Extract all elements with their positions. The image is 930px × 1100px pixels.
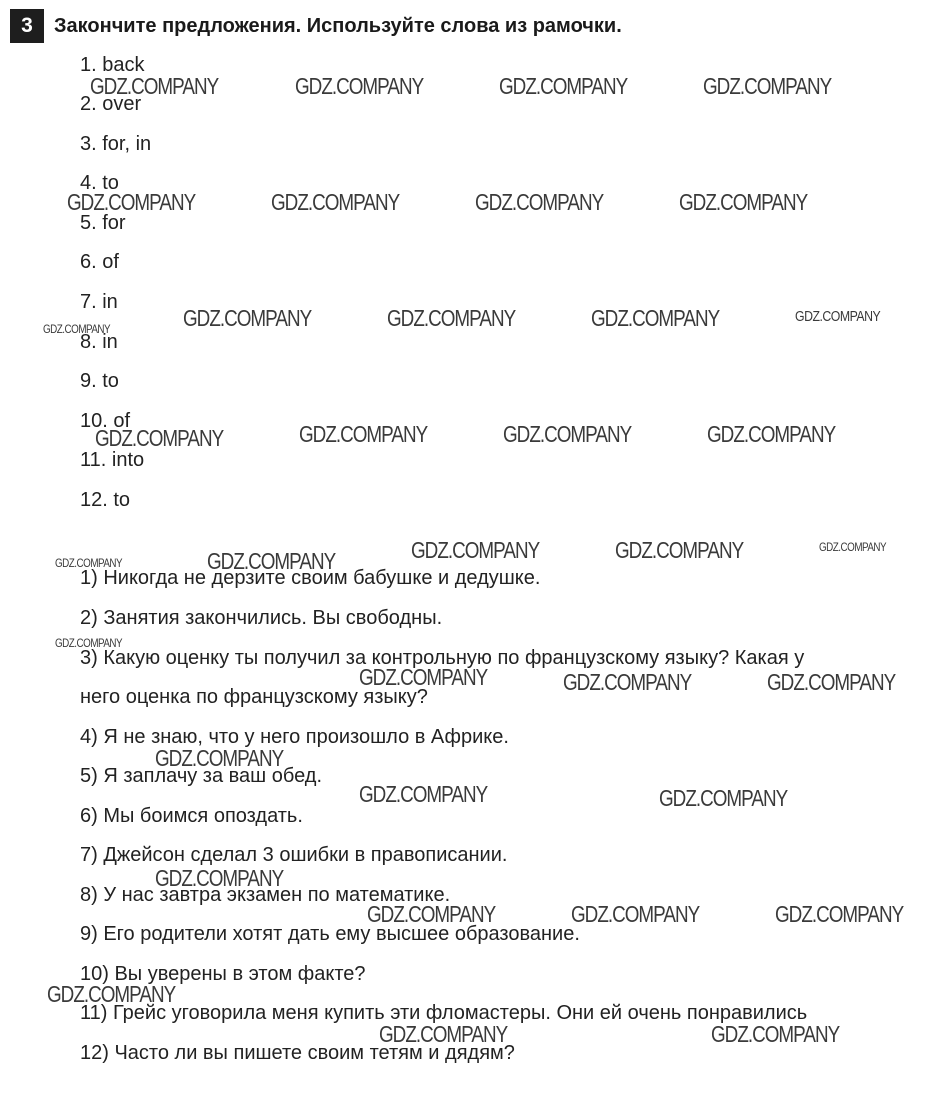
watermark: GDZ.COMPANY	[707, 421, 836, 447]
translation-item: 8) У нас завтра экзамен по математике.	[80, 884, 451, 906]
watermark: GDZ.COMPANY	[95, 425, 224, 451]
translation-item: 9) Его родители хотят дать ему высшее образование.	[80, 923, 580, 945]
watermark: GDZ.COMPANY	[67, 189, 196, 215]
watermark: GDZ.COMPANY	[183, 305, 312, 331]
answer-item: 5. for	[80, 212, 126, 234]
watermark: GDZ.COMPANY	[499, 73, 628, 99]
watermark: GDZ.COMPANY	[155, 745, 284, 771]
watermark: GDZ.COMPANY	[615, 537, 744, 563]
exercise-number-badge: 3	[10, 9, 44, 43]
watermark: GDZ.COMPANY	[55, 636, 123, 650]
watermark: GDZ.COMPANY	[207, 548, 336, 574]
answer-item: 1. back	[80, 54, 145, 76]
translation-item: 7) Джейсон сделал 3 ошибки в правописании.	[80, 844, 508, 866]
translation-item: 1) Никогда не дерзите своим бабушке и дедушке.	[80, 567, 541, 589]
translation-item: 5) Я заплачу за ваш обед.	[80, 765, 323, 787]
translation-item: 12) Часто ли вы пишете своим тетям и дядям?	[80, 1042, 515, 1064]
watermark: GDZ.COMPANY	[503, 421, 632, 447]
answer-item: 12. to	[80, 489, 131, 511]
translations-list	[80, 0, 925, 1080]
translation-item: 2) Занятия закончились. Вы свободны.	[80, 607, 443, 629]
watermark: GDZ.COMPANY	[359, 664, 488, 690]
answer-item: 11. into	[80, 449, 145, 471]
answer-item: 10. of	[80, 410, 131, 432]
watermark: GDZ.COMPANY	[367, 901, 496, 927]
watermark: GDZ.COMPANY	[359, 781, 488, 807]
watermark: GDZ.COMPANY	[379, 1021, 508, 1047]
translation-item: 11) Грейс уговорила меня купить эти фломастеры. Они ей очень понравились	[80, 1002, 808, 1024]
watermark: GDZ.COMPANY	[90, 73, 219, 99]
watermark: GDZ.COMPANY	[387, 305, 516, 331]
exercise-title: Закончите предложения. Используйте слова из рамочки.	[54, 14, 622, 37]
watermark: GDZ.COMPANY	[819, 540, 887, 554]
watermark: GDZ.COMPANY	[271, 189, 400, 215]
translation-item: него оценка по французскому языку?	[80, 686, 428, 708]
watermark: GDZ.COMPANY	[775, 901, 904, 927]
watermark: GDZ.COMPANY	[563, 669, 692, 695]
watermark: GDZ.COMPANY	[679, 189, 808, 215]
watermark: GDZ.COMPANY	[155, 865, 284, 891]
translation-item: 6) Мы боимся опоздать.	[80, 805, 303, 827]
watermark: GDZ.COMPANY	[295, 73, 424, 99]
watermark: GDZ.COMPANY	[711, 1021, 840, 1047]
watermark: GDZ.COMPANY	[795, 308, 881, 325]
answer-item: 7. in	[80, 291, 118, 313]
watermark: GDZ.COMPANY	[47, 981, 176, 1007]
watermark: GDZ.COMPANY	[43, 322, 111, 336]
watermark: GDZ.COMPANY	[299, 421, 428, 447]
answer-item: 4. to	[80, 172, 119, 194]
watermark: GDZ.COMPANY	[571, 901, 700, 927]
translation-item: 4) Я не знаю, что у него произошло в Африке.	[80, 726, 509, 748]
answer-item: 6. of	[80, 251, 119, 273]
watermark: GDZ.COMPANY	[703, 73, 832, 99]
answer-item: 3. for, in	[80, 133, 152, 155]
watermark: GDZ.COMPANY	[767, 669, 896, 695]
answer-item: 9. to	[80, 370, 119, 392]
translation-item: 3) Какую оценку ты получил за контрольную по французскому языку? Какая у	[80, 647, 805, 669]
answer-item: 2. over	[80, 93, 142, 115]
watermark: GDZ.COMPANY	[475, 189, 604, 215]
watermark: GDZ.COMPANY	[659, 785, 788, 811]
answer-item: 8. in	[80, 331, 118, 353]
watermark: GDZ.COMPANY	[55, 556, 123, 570]
watermark: GDZ.COMPANY	[591, 305, 720, 331]
translation-item: 10) Вы уверены в этом факте?	[80, 963, 366, 985]
watermark: GDZ.COMPANY	[411, 537, 540, 563]
